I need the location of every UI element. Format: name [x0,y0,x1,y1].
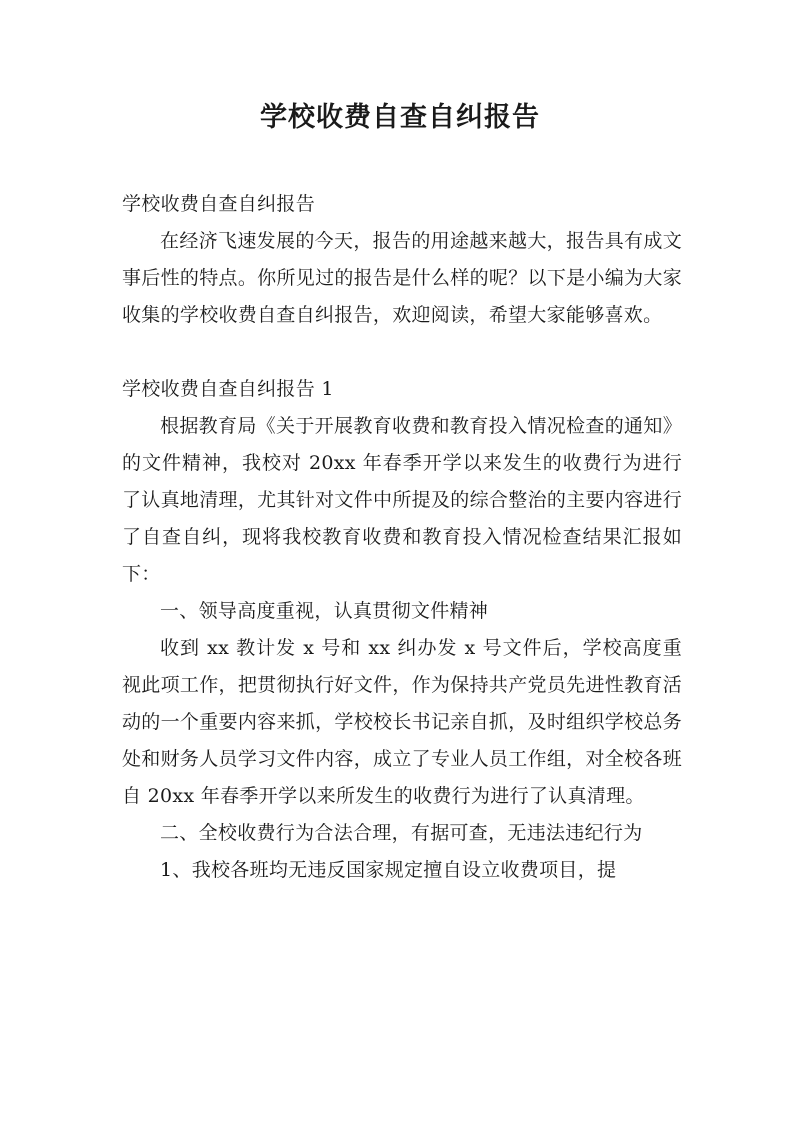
body-paragraph: 1、我校各班均无违反国家规定擅自设立收费项目，提 [160,859,617,881]
subheading-two: 二、全校收费行为合法合理，有据可查，无违法违纪行为 [160,822,643,844]
document-body [122,186,682,889]
paragraph-spacer [122,334,682,371]
subheading-one: 一、领导高度重视，认真贯彻文件精神 [160,600,489,622]
body-paragraph: 根据教育局《关于开展教育收费和教育投入情况检查的通知》的文件精神，我校对 20xx 年春季开学以来发生的收费行为进行了认真地清理，尤其针对文件中所提及的综合整治的主要内容进行了自查自纠，现将我校教育收费和教育投入情况检查结果汇报如下： [122,415,682,585]
body-paragraph: 收到 xx 教计发 x 号和 xx 纠办发 x 号文件后，学校高度重视此项工作，把贯彻执行好文件，作为保持共产党员先进性教育活动的一个重要内容来抓，学校校长书记亲自抓，及时组织学校总务处和财务人员学习文件内容，成立了专业人员工作组，对全校各班自 20xx 年春季开学以来所发生的收费行为进行了认真清理。 [122,637,682,807]
intro-paragraph: 在经济飞速发展的今天，报告的用途越来越大，报告具有成文事后性的特点。你所见过的报告是什么样的呢？以下是小编为大家收集的学校收费自查自纠报告，欢迎阅读，希望大家能够喜欢。 [122,230,682,326]
section-heading: 学校收费自查自纠报告 [122,193,316,215]
report-heading: 学校收费自查自纠报告 1 [122,378,334,400]
document-title: 学校收费自查自纠报告 [260,102,540,133]
